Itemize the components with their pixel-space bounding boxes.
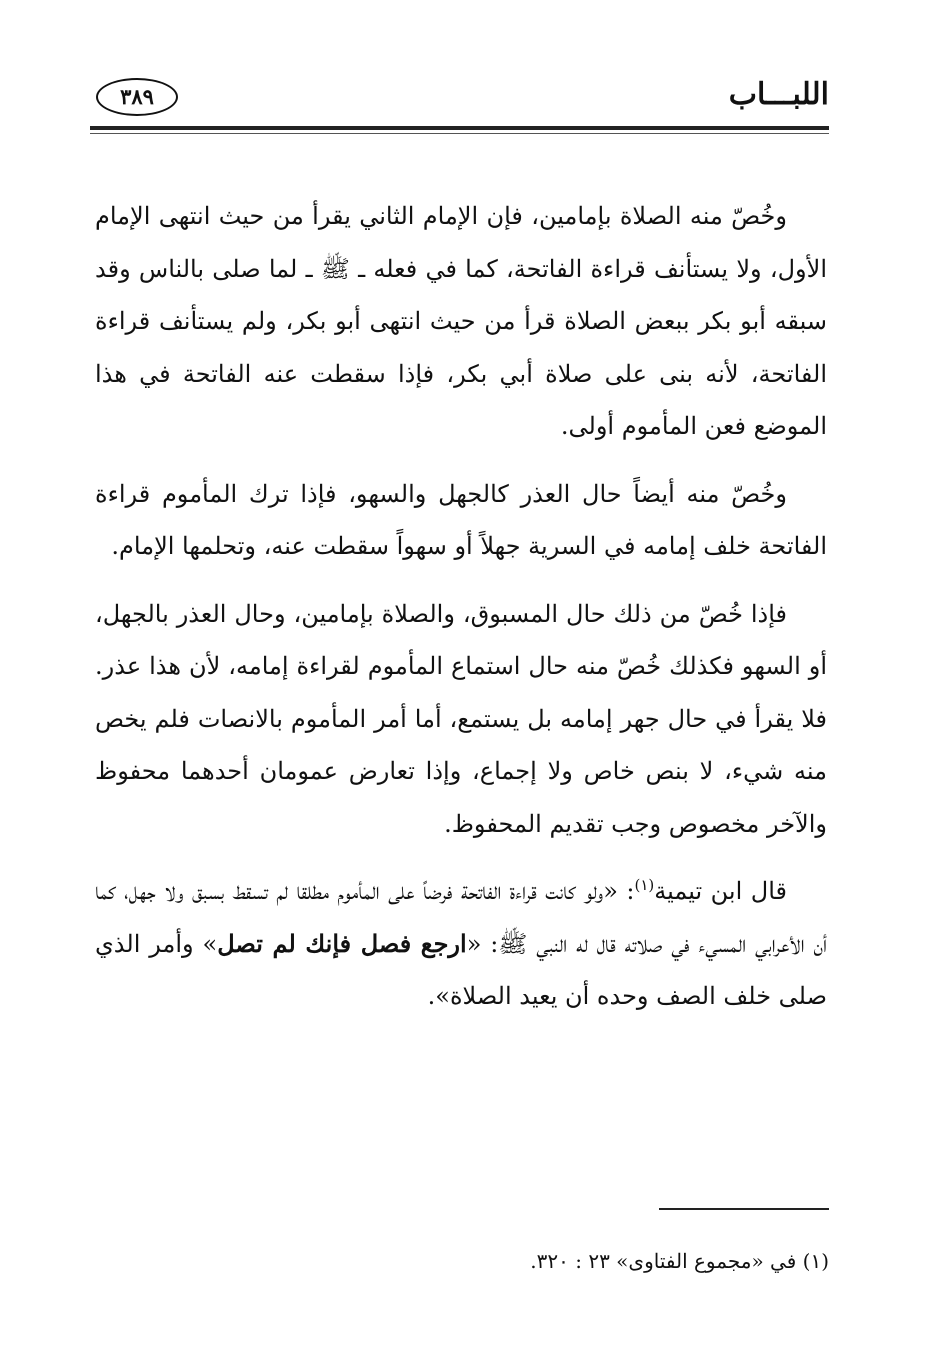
page-number: ٣٨٩ [96, 78, 178, 116]
footnote-text: في «مجموع الفتاوى» ٢٣ : ٣٢٠. [530, 1249, 797, 1273]
paragraph-4-part1: قال ابن تيمية [654, 877, 787, 905]
paragraph-2: وخُصّ منه أيضاً حال العذر كالجهل والسهو، فإذا ترك المأموم قراءة الفاتحة خلف إمامه في السرية جهلاً أو سهواً سقطت عنه، وتحلمها الإمام. [95, 479, 827, 560]
footnote [530, 1248, 829, 1274]
book-title: اللبـــاب [728, 77, 829, 112]
paragraph-4-part3: » وأمر الذي صلى خلف الصف وحده أن يعيد الصلاة». [95, 929, 827, 1010]
main-text [95, 190, 827, 1038]
page-header [90, 74, 829, 128]
paragraph-4-part2: : «ولو كانت قراءة الفاتحة فرضاً على المأموم مطلقا لم تسقط بسبق ولا جهل، كما أن الأعرابي المسيء في صلاته قال له النبي ﷺ: « [95, 877, 827, 958]
paragraph-1: وخُصّ منه الصلاة بإمامين، فإن الإمام الثاني يقرأ من حيث انتهى الإمام الأول، ولا يستأنف قراءة الفاتحة، كما في فعله ـ ﷺ ـ لما صلى بالناس وقد سبقه أبو بكر ببعض الصلاة قرأ من حيث انتهى أبو بكر، ولم يستأنف قراءة الفاتحة، لأنه بنى على صلاة أبي بكر، فإذا سقطت عنه الفاتحة في هذا الموضع فعن المأموم أولى. [95, 202, 827, 440]
hadith-quote: ارجع فصل فإنك لم تصل [217, 928, 467, 958]
footnote-number: (١) [802, 1249, 829, 1273]
footnote-reference: (١) [634, 876, 655, 894]
paragraph-3: فإذا خُصّ من ذلك حال المسبوق، والصلاة بإمامين، وحال العذر بالجهل، أو السهو فكذلك خُصّ منه حال استماع المأموم لقراءة إمامه، لأن هذا عذر. فلا يقرأ في حال جهر إمامه بل يستمع، أما أمر المأموم بالانصات فلم يخص منه شيء، لا بنص خاص ولا إجماع، وإذا تعارض عمومان أحدهما محفوظ والآخر مخصوص وجب تقديم المحفوظ. [95, 599, 827, 838]
header-rule-thick [90, 126, 829, 130]
paragraph-4 [95, 865, 827, 1023]
header-rule-thin [90, 133, 829, 134]
footnote-separator [659, 1208, 829, 1210]
